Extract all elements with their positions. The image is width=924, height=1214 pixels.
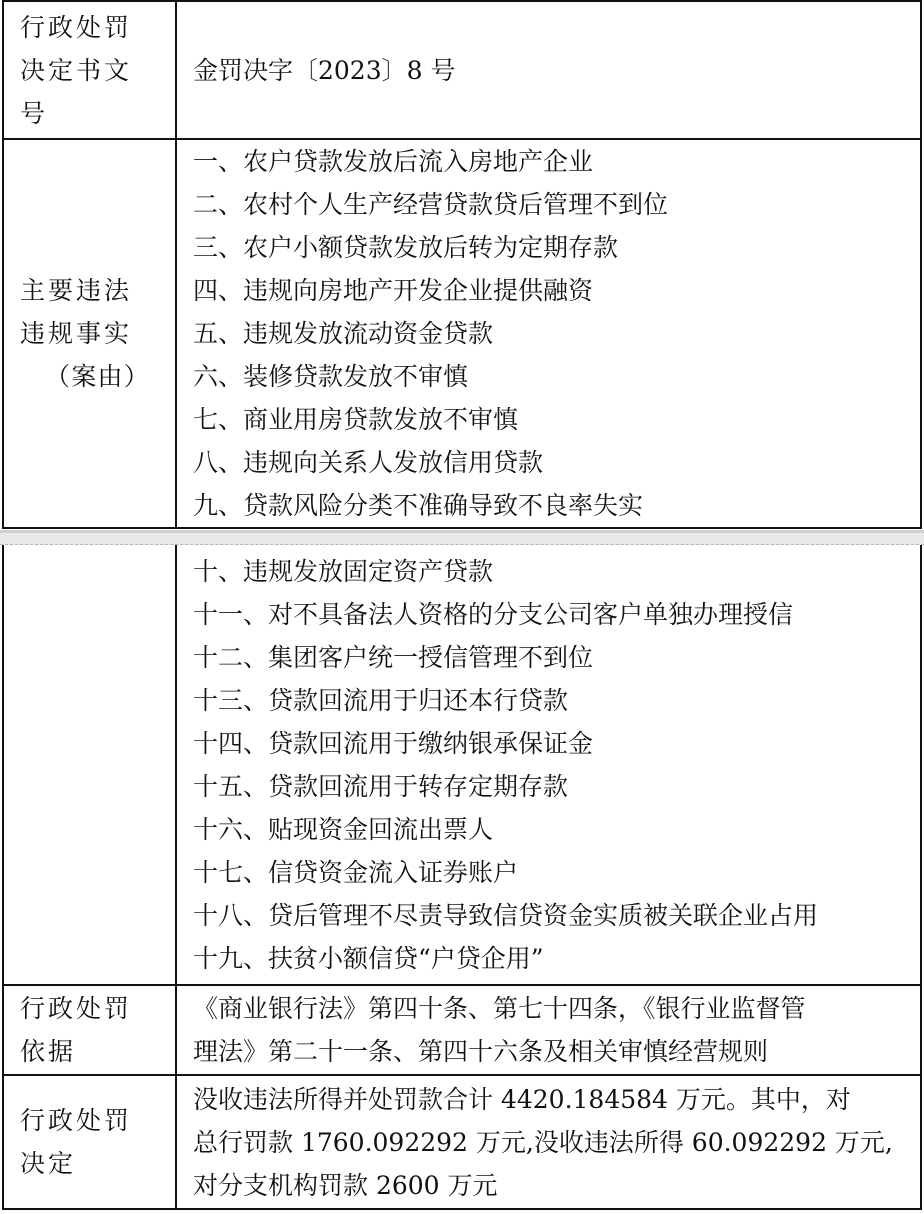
basis-value: 《商业银行法》第四十条、第七十四条，《银行业监督管 理法》第二十一条、第四十六条及相关审慎经营规则 bbox=[176, 985, 921, 1075]
basis-label: 行政处罚 依据 bbox=[3, 985, 176, 1075]
decision-label: 行政处罚 决定 bbox=[3, 1075, 176, 1209]
violations-list-part-1 bbox=[176, 139, 921, 528]
violation-item: 二、农村个人生产经营贷款贷后管理不到位 bbox=[193, 190, 669, 219]
violation-item: 十四、贷款回流用于缴纳银承保证金 bbox=[193, 728, 594, 758]
penalty-table-part-2 bbox=[2, 545, 922, 1210]
page-part-2 bbox=[0, 545, 924, 1214]
decision-number-row bbox=[3, 1, 921, 139]
violation-item: 九、贷款风险分类不准确导致不良率失实 bbox=[193, 491, 644, 520]
penalty-table-part-1 bbox=[2, 0, 922, 529]
decision-row bbox=[3, 1075, 921, 1209]
violation-item: 十、违规发放固定资产贷款 bbox=[193, 556, 494, 586]
violation-item: 十二、集团客户统一授信管理不到位 bbox=[193, 642, 594, 672]
page-break bbox=[0, 530, 924, 545]
violation-item: 一、农户贷款发放后流入房地产企业 bbox=[193, 147, 594, 176]
violations-list-part-2 bbox=[176, 545, 921, 985]
violation-item: 十七、信贷资金流入证券账户 bbox=[193, 857, 519, 887]
decision-number-value: 金罚决字〔2023〕8 号 bbox=[176, 1, 921, 139]
violation-item: 七、商业用房贷款发放不审慎 bbox=[193, 405, 519, 434]
violations-label: 主要违法 违规事实 （案由） bbox=[3, 139, 176, 528]
decision-number-label: 行政处罚 决定书文 号 bbox=[3, 1, 176, 139]
violation-item: 十八、贷后管理不尽责导致信贷资金实质被关联企业占用 bbox=[193, 900, 819, 930]
violation-item: 十六、贴现资金回流出票人 bbox=[193, 814, 494, 844]
violation-item: 六、装修贷款发放不审慎 bbox=[193, 362, 469, 391]
basis-row bbox=[3, 985, 921, 1075]
violations-row bbox=[3, 139, 921, 528]
violation-item: 三、农户小额贷款发放后转为定期存款 bbox=[193, 233, 619, 262]
page-part-1 bbox=[0, 0, 924, 530]
violation-item: 十五、贷款回流用于转存定期存款 bbox=[193, 771, 569, 801]
violation-item: 五、违规发放流动资金贷款 bbox=[193, 319, 494, 348]
violation-item: 八、违规向关系人发放信用贷款 bbox=[193, 448, 544, 477]
violation-item: 十一、对不具备法人资格的分支公司客户单独办理授信 bbox=[193, 599, 794, 629]
violation-item: 十九、扶贫小额信贷“户贷企用” bbox=[193, 943, 544, 973]
violation-item: 四、违规向房地产开发企业提供融资 bbox=[193, 276, 594, 305]
violations-label-empty bbox=[3, 545, 176, 985]
violations-continued-row bbox=[3, 545, 921, 985]
violation-item: 十三、贷款回流用于归还本行贷款 bbox=[193, 685, 569, 715]
decision-value: 没收违法所得并处罚款合计 4420.184584 万元。其中，对 总行罚款 1760.092292 万元,没收违法所得 60.092292 万元, 对分支机构罚款 2600 万元 bbox=[176, 1075, 921, 1209]
